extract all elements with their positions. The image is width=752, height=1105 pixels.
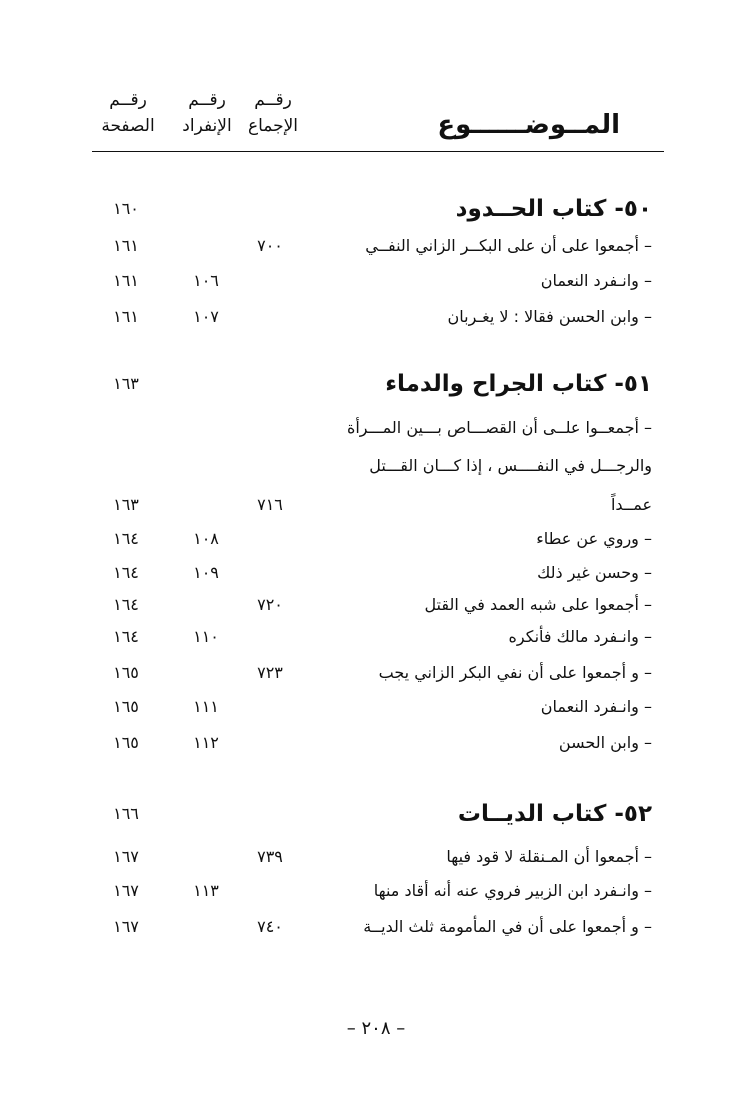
section-heading: ٥٠- كتاب الحــدود <box>455 196 652 222</box>
ijma-number: ٧٤٠ <box>257 917 283 936</box>
topic-text: – وابن الحسن فقالا : لا يغـربان <box>447 307 652 326</box>
ijma-number: ٧٢٣ <box>257 663 283 682</box>
infirad-number: ١١٢ <box>193 733 219 752</box>
page-ref: ١٦١ <box>113 307 139 326</box>
col-ijma-header <box>244 90 302 136</box>
table-row <box>0 620 752 654</box>
infirad-number: ١١١ <box>193 697 219 716</box>
col-ijma-header-line2: الإجماع <box>247 116 299 136</box>
col-ijma-header-line1: رقــم <box>254 90 292 110</box>
topic-text: والرجـــل في النفــــس ، إذا كـــان القـــتل <box>369 456 652 475</box>
table-row <box>0 449 752 483</box>
page-ref: ١٦٥ <box>113 733 139 752</box>
page-ref: ١٦١ <box>113 236 139 255</box>
ijma-number: ٧٠٠ <box>257 236 283 255</box>
topic-text: – وانـفرد النعمان <box>540 271 652 290</box>
page-ref: ١٦٤ <box>113 595 139 614</box>
topic-text: – أجمعــوا علــى أن القصـــاص بـــين المـــرأة <box>346 418 652 437</box>
page-ref: ١٦١ <box>113 271 139 290</box>
topic-text: – وابن الحسن <box>558 733 652 752</box>
infirad-number: ١١٣ <box>193 881 219 900</box>
col-page-header <box>96 90 160 136</box>
topic-text: – و أجمعوا على أن في المأمومة ثلث الديــة <box>363 917 652 936</box>
section-heading-row <box>0 797 752 831</box>
topic-text: عمــداً <box>610 495 652 514</box>
topic-text: – وانـفرد ابن الزبير فروي عنه أنه أقاد منها <box>373 881 652 900</box>
page-ref: ١٦٣ <box>113 495 139 514</box>
table-row <box>0 556 752 590</box>
table-row <box>0 264 752 298</box>
page-ref: ١٦٤ <box>113 563 139 582</box>
page-ref: ١٦٠ <box>113 199 139 218</box>
infirad-number: ١٠٩ <box>193 563 219 582</box>
header-divider <box>92 151 664 152</box>
topic-text: – وروي عن عطاء <box>536 529 652 548</box>
topic-text: – أجمعوا على شبه العمد في القتل <box>424 595 652 614</box>
section-heading-row <box>0 367 752 401</box>
ijma-number: ٧٣٩ <box>257 847 283 866</box>
table-row <box>0 488 752 522</box>
topic-text: – و أجمعوا على أن نفي البكر الزاني يجب <box>378 663 652 682</box>
page-ref: ١٦٥ <box>113 697 139 716</box>
table-row <box>0 300 752 334</box>
col-page-header-line2: الصفحة <box>101 116 155 136</box>
col-infirad-header <box>178 90 236 136</box>
topic-text: – وانـفرد مالك فأنكره <box>508 627 652 646</box>
page-ref: ١٦٤ <box>113 529 139 548</box>
table-row <box>0 910 752 944</box>
ijma-number: ٧١٦ <box>257 495 283 514</box>
table-row <box>0 656 752 690</box>
page-ref: ١٦٦ <box>113 804 139 823</box>
section-heading: ٥٢- كتاب الديــات <box>457 801 652 827</box>
infirad-number: ١١٠ <box>193 627 219 646</box>
topic-text: – أجمعوا على أن على البكــر الزاني النفــي <box>365 236 652 255</box>
table-row <box>0 874 752 908</box>
page-ref: ١٦٧ <box>113 917 139 936</box>
page-ref: ١٦٧ <box>113 881 139 900</box>
table-row <box>0 411 752 445</box>
table-row <box>0 690 752 724</box>
page-ref: ١٦٥ <box>113 663 139 682</box>
section-heading: ٥١- كتاب الجراح والدماء <box>385 371 652 397</box>
col-infirad-header-line2: الإنفراد <box>182 116 232 136</box>
table-row <box>0 840 752 874</box>
section-heading-row <box>0 192 752 226</box>
col-page-header-line1: رقــم <box>109 90 147 110</box>
topic-text: – أجمعوا أن المـنقلة لا قود فيها <box>446 847 652 866</box>
topic-header: المــوضــــــوع <box>437 110 620 140</box>
infirad-number: ١٠٨ <box>193 529 219 548</box>
page-number: – ٢٠٨ – <box>346 1018 406 1039</box>
topic-text: – وانـفرد النعمان <box>540 697 652 716</box>
table-row <box>0 588 752 622</box>
ijma-number: ٧٢٠ <box>257 595 283 614</box>
topic-text: – وحسن غير ذلك <box>537 563 652 582</box>
table-row <box>0 229 752 263</box>
table-row <box>0 522 752 556</box>
page-ref: ١٦٤ <box>113 627 139 646</box>
col-infirad-header-line1: رقــم <box>188 90 226 110</box>
page-ref: ١٦٣ <box>113 374 139 393</box>
table-row <box>0 726 752 760</box>
infirad-number: ١٠٦ <box>193 271 219 290</box>
page-ref: ١٦٧ <box>113 847 139 866</box>
infirad-number: ١٠٧ <box>193 307 219 326</box>
